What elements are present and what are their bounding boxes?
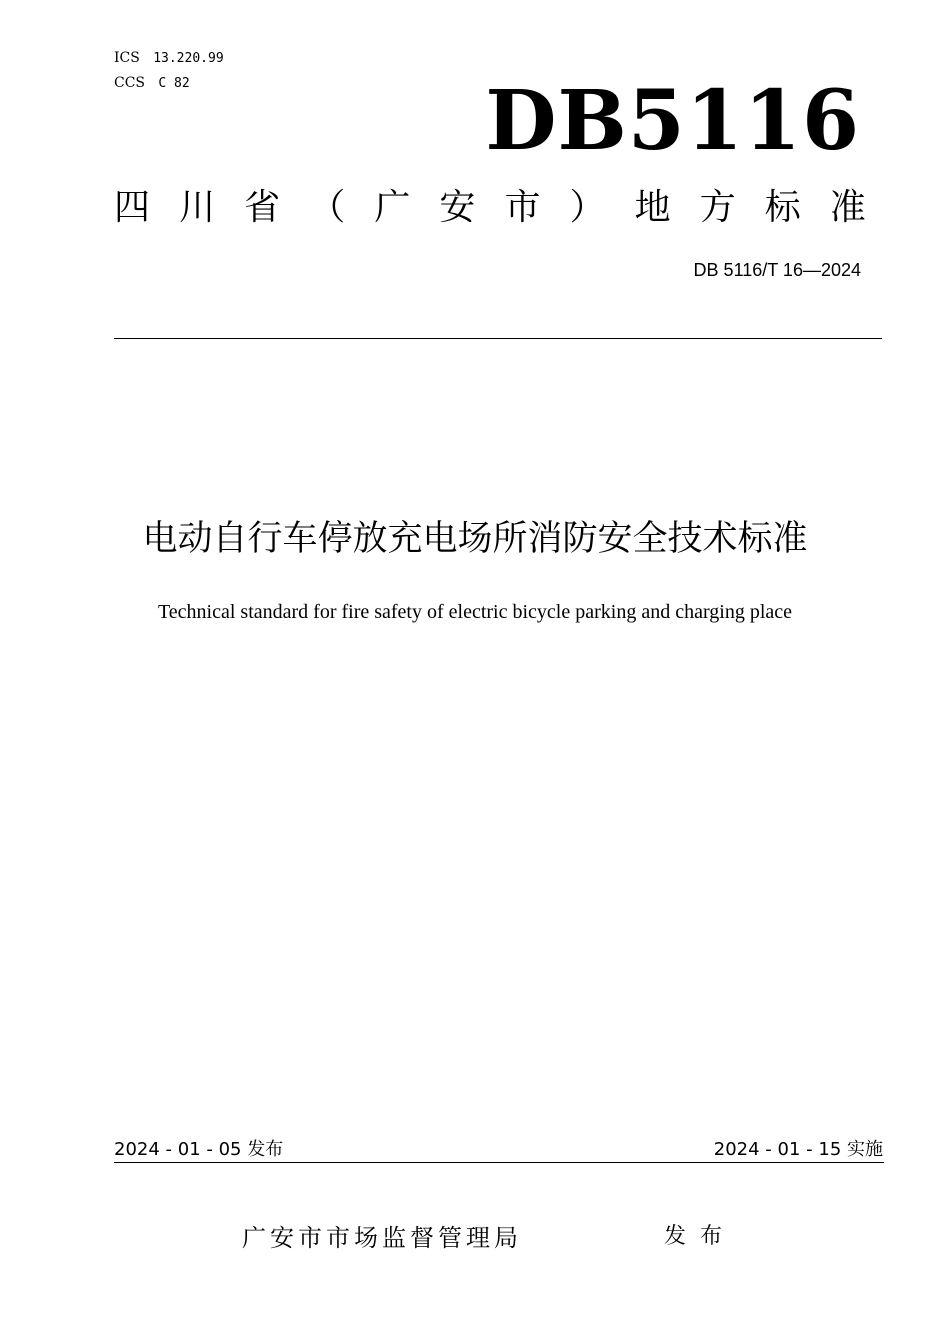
standard-type-char: 标 (764, 187, 801, 228)
standard-code-logo: DB5116 (485, 73, 860, 169)
standard-type-char: （ (309, 187, 346, 228)
document-title-english: Technical standard for fire safety of electric bicycle parking and charging place (157, 601, 793, 623)
ics-value: 13.220.99 (153, 51, 224, 66)
ccs-label: CCS (114, 75, 146, 91)
document-title-chinese: 电动自行车停放充电场所消防安全技术标准 (142, 519, 808, 559)
standard-type-char: 方 (699, 187, 736, 228)
standard-type-char: 市 (504, 187, 541, 228)
implementation-date: 2024 - 01 - 15 实施 (713, 1139, 883, 1160)
standard-type-char: 地 (634, 187, 671, 228)
footer-divider (114, 1162, 884, 1163)
ccs-value: C 82 (158, 76, 190, 91)
standard-type-char: 川 (179, 187, 216, 228)
standard-type-char: 安 (439, 187, 476, 228)
standard-type-char: 省 (244, 187, 281, 228)
standard-number: DB 5116/T 16—2024 (693, 260, 861, 280)
ccs-code (114, 75, 190, 92)
publisher-name: 广安市市场监督管理局 (242, 1224, 522, 1252)
standard-type-char: 四 (114, 187, 151, 228)
ics-code (114, 50, 224, 67)
issue-date: 2024 - 01 - 05 发布 (114, 1139, 284, 1160)
ics-label: ICS (114, 50, 140, 66)
header-divider (114, 338, 882, 339)
standard-type-heading (114, 186, 866, 230)
standard-type-char: 准 (829, 187, 866, 228)
standard-type-char: 广 (374, 187, 411, 228)
standard-type-char: ） (569, 187, 606, 228)
publish-label: 发布 (664, 1224, 737, 1249)
